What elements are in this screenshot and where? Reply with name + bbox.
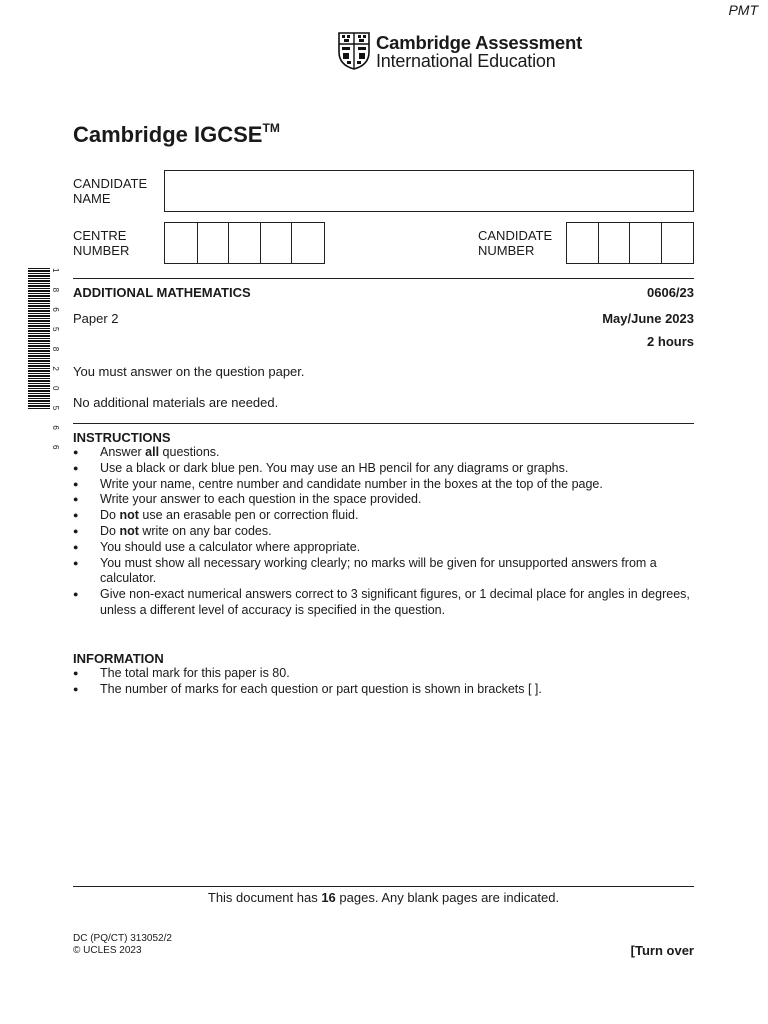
candidate-number-label <box>478 228 552 258</box>
centre-number-cell[interactable] <box>165 223 198 263</box>
cambridge-logo <box>338 32 583 72</box>
paper-number: Paper 2 <box>73 311 119 326</box>
candidate-name-label-line1: CANDIDATE <box>73 176 148 191</box>
list-item: ● Give non-exact numerical answers correct to 3 significant figures, or 1 decimal place for angles in degrees, unless a different level of accuracy is specified in the question. <box>73 587 694 619</box>
subject-title: ADDITIONAL MATHEMATICS <box>73 285 251 300</box>
turn-over-note: [Turn over <box>630 943 694 958</box>
materials-note: No additional materials are needed. <box>73 395 279 410</box>
list-item: ● Answer all questions. <box>73 445 694 461</box>
trademark-mark: TM <box>262 120 280 135</box>
barcode-digits: 1 8 6 5 8 2 0 5 6 6 <box>51 268 60 456</box>
page-count-note: This document has 16 pages. Any blank pages are indicated. <box>207 890 560 905</box>
paper-code: 0606/23 <box>647 285 694 300</box>
information-heading: INFORMATION <box>73 651 164 666</box>
candidate-name-label <box>73 176 147 206</box>
divider <box>73 278 694 279</box>
centre-number-label-line1: CENTRE <box>73 228 127 243</box>
logo-line-1: Cambridge Assessment <box>376 32 583 53</box>
candidate-number-field[interactable] <box>566 222 694 264</box>
crest-icon <box>338 32 370 70</box>
copyright-notice: © UCLES 2023 <box>73 945 142 956</box>
candidate-number-cell[interactable] <box>567 223 599 263</box>
instructions-heading: INSTRUCTIONS <box>73 430 171 445</box>
exam-session: May/June 2023 <box>602 311 694 326</box>
exam-duration: 2 hours <box>647 334 694 349</box>
candidate-name-label-line2: NAME <box>73 191 111 206</box>
candidate-number-cell[interactable] <box>630 223 662 263</box>
candidate-number-cell[interactable] <box>599 223 631 263</box>
qualification-name: Cambridge IGCSE <box>73 122 263 147</box>
list-item: ● You should use a calculator where appropriate. <box>73 540 694 556</box>
logo-line-2: International Education <box>376 51 556 71</box>
answer-note: You must answer on the question paper. <box>73 364 305 379</box>
barcode <box>28 268 62 456</box>
information-list <box>73 666 694 698</box>
candidate-number-label-line1: CANDIDATE <box>478 228 553 243</box>
candidate-number-label-line2: NUMBER <box>478 243 535 258</box>
candidate-number-cell[interactable] <box>662 223 693 263</box>
centre-number-label-line2: NUMBER <box>73 243 130 258</box>
list-item: ● The total mark for this paper is 80. <box>73 666 694 682</box>
divider <box>73 886 694 887</box>
centre-number-cell[interactable] <box>229 223 261 263</box>
corner-mark: PMT <box>728 2 758 18</box>
list-item: ● Do not use an erasable pen or correction fluid. <box>73 508 694 524</box>
instructions-list <box>73 445 694 619</box>
centre-number-cell[interactable] <box>292 223 324 263</box>
qualification-title <box>73 122 280 148</box>
centre-number-cell[interactable] <box>261 223 293 263</box>
divider <box>73 423 694 424</box>
barcode-bars <box>28 268 50 410</box>
centre-number-field[interactable] <box>164 222 325 264</box>
list-item: ● The number of marks for each question or part question is shown in brackets [ ]. <box>73 682 694 698</box>
list-item: ● You must show all necessary working clearly; no marks will be given for unsupported answers from a calculator. <box>73 556 694 588</box>
document-reference <box>73 933 172 957</box>
candidate-name-field[interactable] <box>164 170 694 212</box>
list-item: ● Write your name, centre number and candidate number in the boxes at the top of the page. <box>73 477 694 493</box>
centre-number-cell[interactable] <box>198 223 230 263</box>
centre-number-label <box>73 228 129 258</box>
reference-code: DC (PQ/CT) 313052/2 <box>73 933 172 944</box>
list-item: ● Write your answer to each question in the space provided. <box>73 492 694 508</box>
list-item: ● Do not write on any bar codes. <box>73 524 694 540</box>
list-item: ● Use a black or dark blue pen. You may use an HB pencil for any diagrams or graphs. <box>73 461 694 477</box>
